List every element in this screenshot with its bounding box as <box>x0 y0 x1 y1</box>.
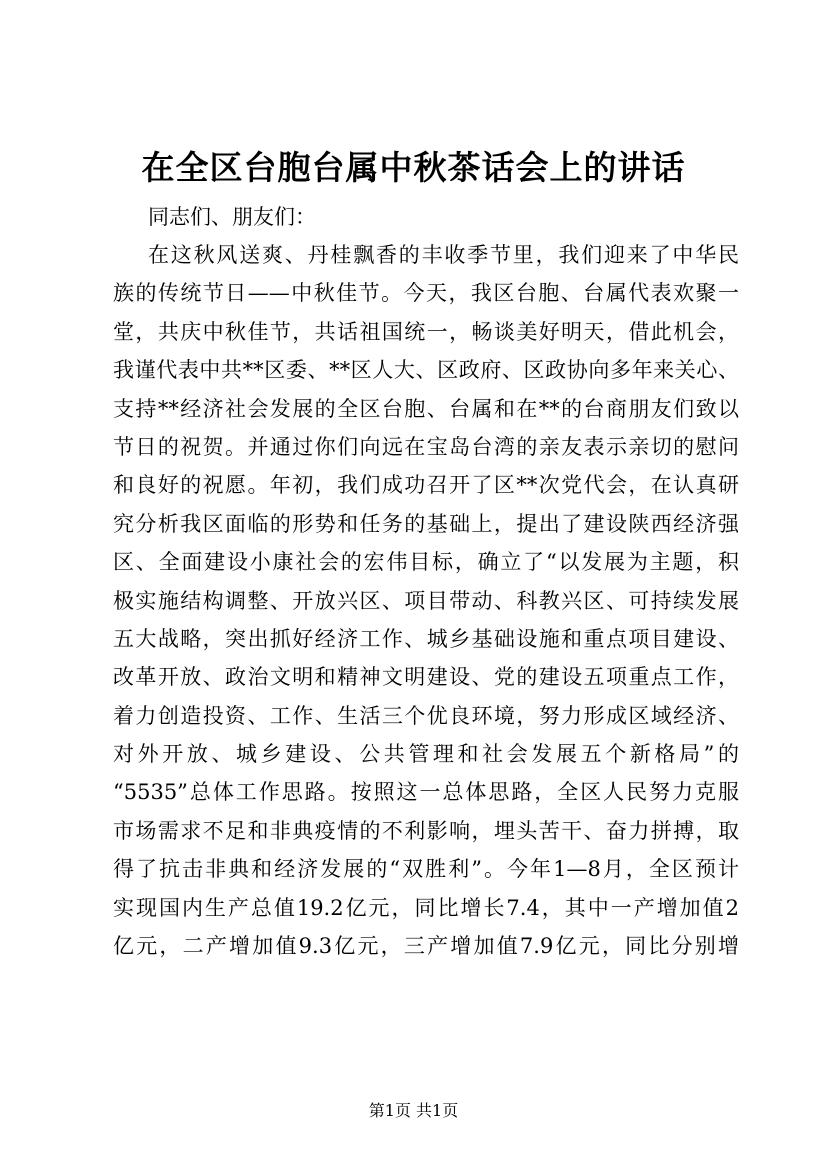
body-line: 在这秋风送爽、丹桂飘香的丰收季节里，我们迎来了中华民 <box>148 243 739 267</box>
body-line: 得了抗击非典和经济发展的“双胜利”。今年1—8月，全区预计 <box>113 857 739 882</box>
body-line: 族的传统节日——中秋佳节。今天，我区台胞、台属代表欢聚一 <box>113 281 739 306</box>
body-line: 究分析我区面临的形势和任务的基础上，提出了建设陕西经济强 <box>113 511 739 536</box>
page-footer: 第1页 共1页 <box>368 1101 459 1120</box>
body-line: 对外开放、城乡建设、公共管理和社会发展五个新格局”的 <box>113 742 739 767</box>
body-line: 支持**经济社会发展的全区台胞、台属和在**的台商朋友们致以 <box>113 396 739 421</box>
body-line: 区、全面建设小康社会的宏伟目标，确立了“以发展为主题，积 <box>113 550 739 575</box>
body-line: 着力创造投资、工作、生活三个优良环境，努力形成区域经济、 <box>113 703 739 728</box>
document-body <box>113 236 743 965</box>
body-line: 极实施结构调整、开放兴区、项目带动、科教兴区、可持续发展 <box>113 588 739 613</box>
body-line: 五大战略，突出抓好经济工作、城乡基础设施和重点项目建设、 <box>113 626 739 651</box>
body-line: 市场需求不足和非典疫情的不利影响，埋头苦干、奋力拼搏，取 <box>113 818 739 843</box>
body-line: 我谨代表中共**区委、**区人大、区政府、区政协向多年来关心、 <box>113 358 739 383</box>
body-line: 节日的祝贺。并通过你们向远在宝岛台湾的亲友表示亲切的慰问 <box>113 434 739 459</box>
body-line: 和良好的祝愿。年初，我们成功召开了区**次党代会，在认真研 <box>113 473 739 498</box>
body-line: 亿元，二产增加值9.3亿元，三产增加值7.9亿元，同比分别增 <box>113 934 739 959</box>
body-line: 堂，共庆中秋佳节，共话祖国统一，畅谈美好明天，借此机会， <box>113 319 739 344</box>
document-title: 在全区台胞台属中秋茶话会上的讲话 <box>141 148 686 187</box>
body-line: 改革开放、政治文明和精神文明建设、党的建设五项重点工作， <box>113 665 739 690</box>
salutation: 同志们、朋友们： <box>148 205 316 229</box>
body-line: “5535”总体工作思路。按照这一总体思路，全区人民努力克服 <box>113 780 739 805</box>
body-line: 实现国内生产总值19.2亿元，同比增长7.4，其中一产增加值2 <box>113 895 739 920</box>
